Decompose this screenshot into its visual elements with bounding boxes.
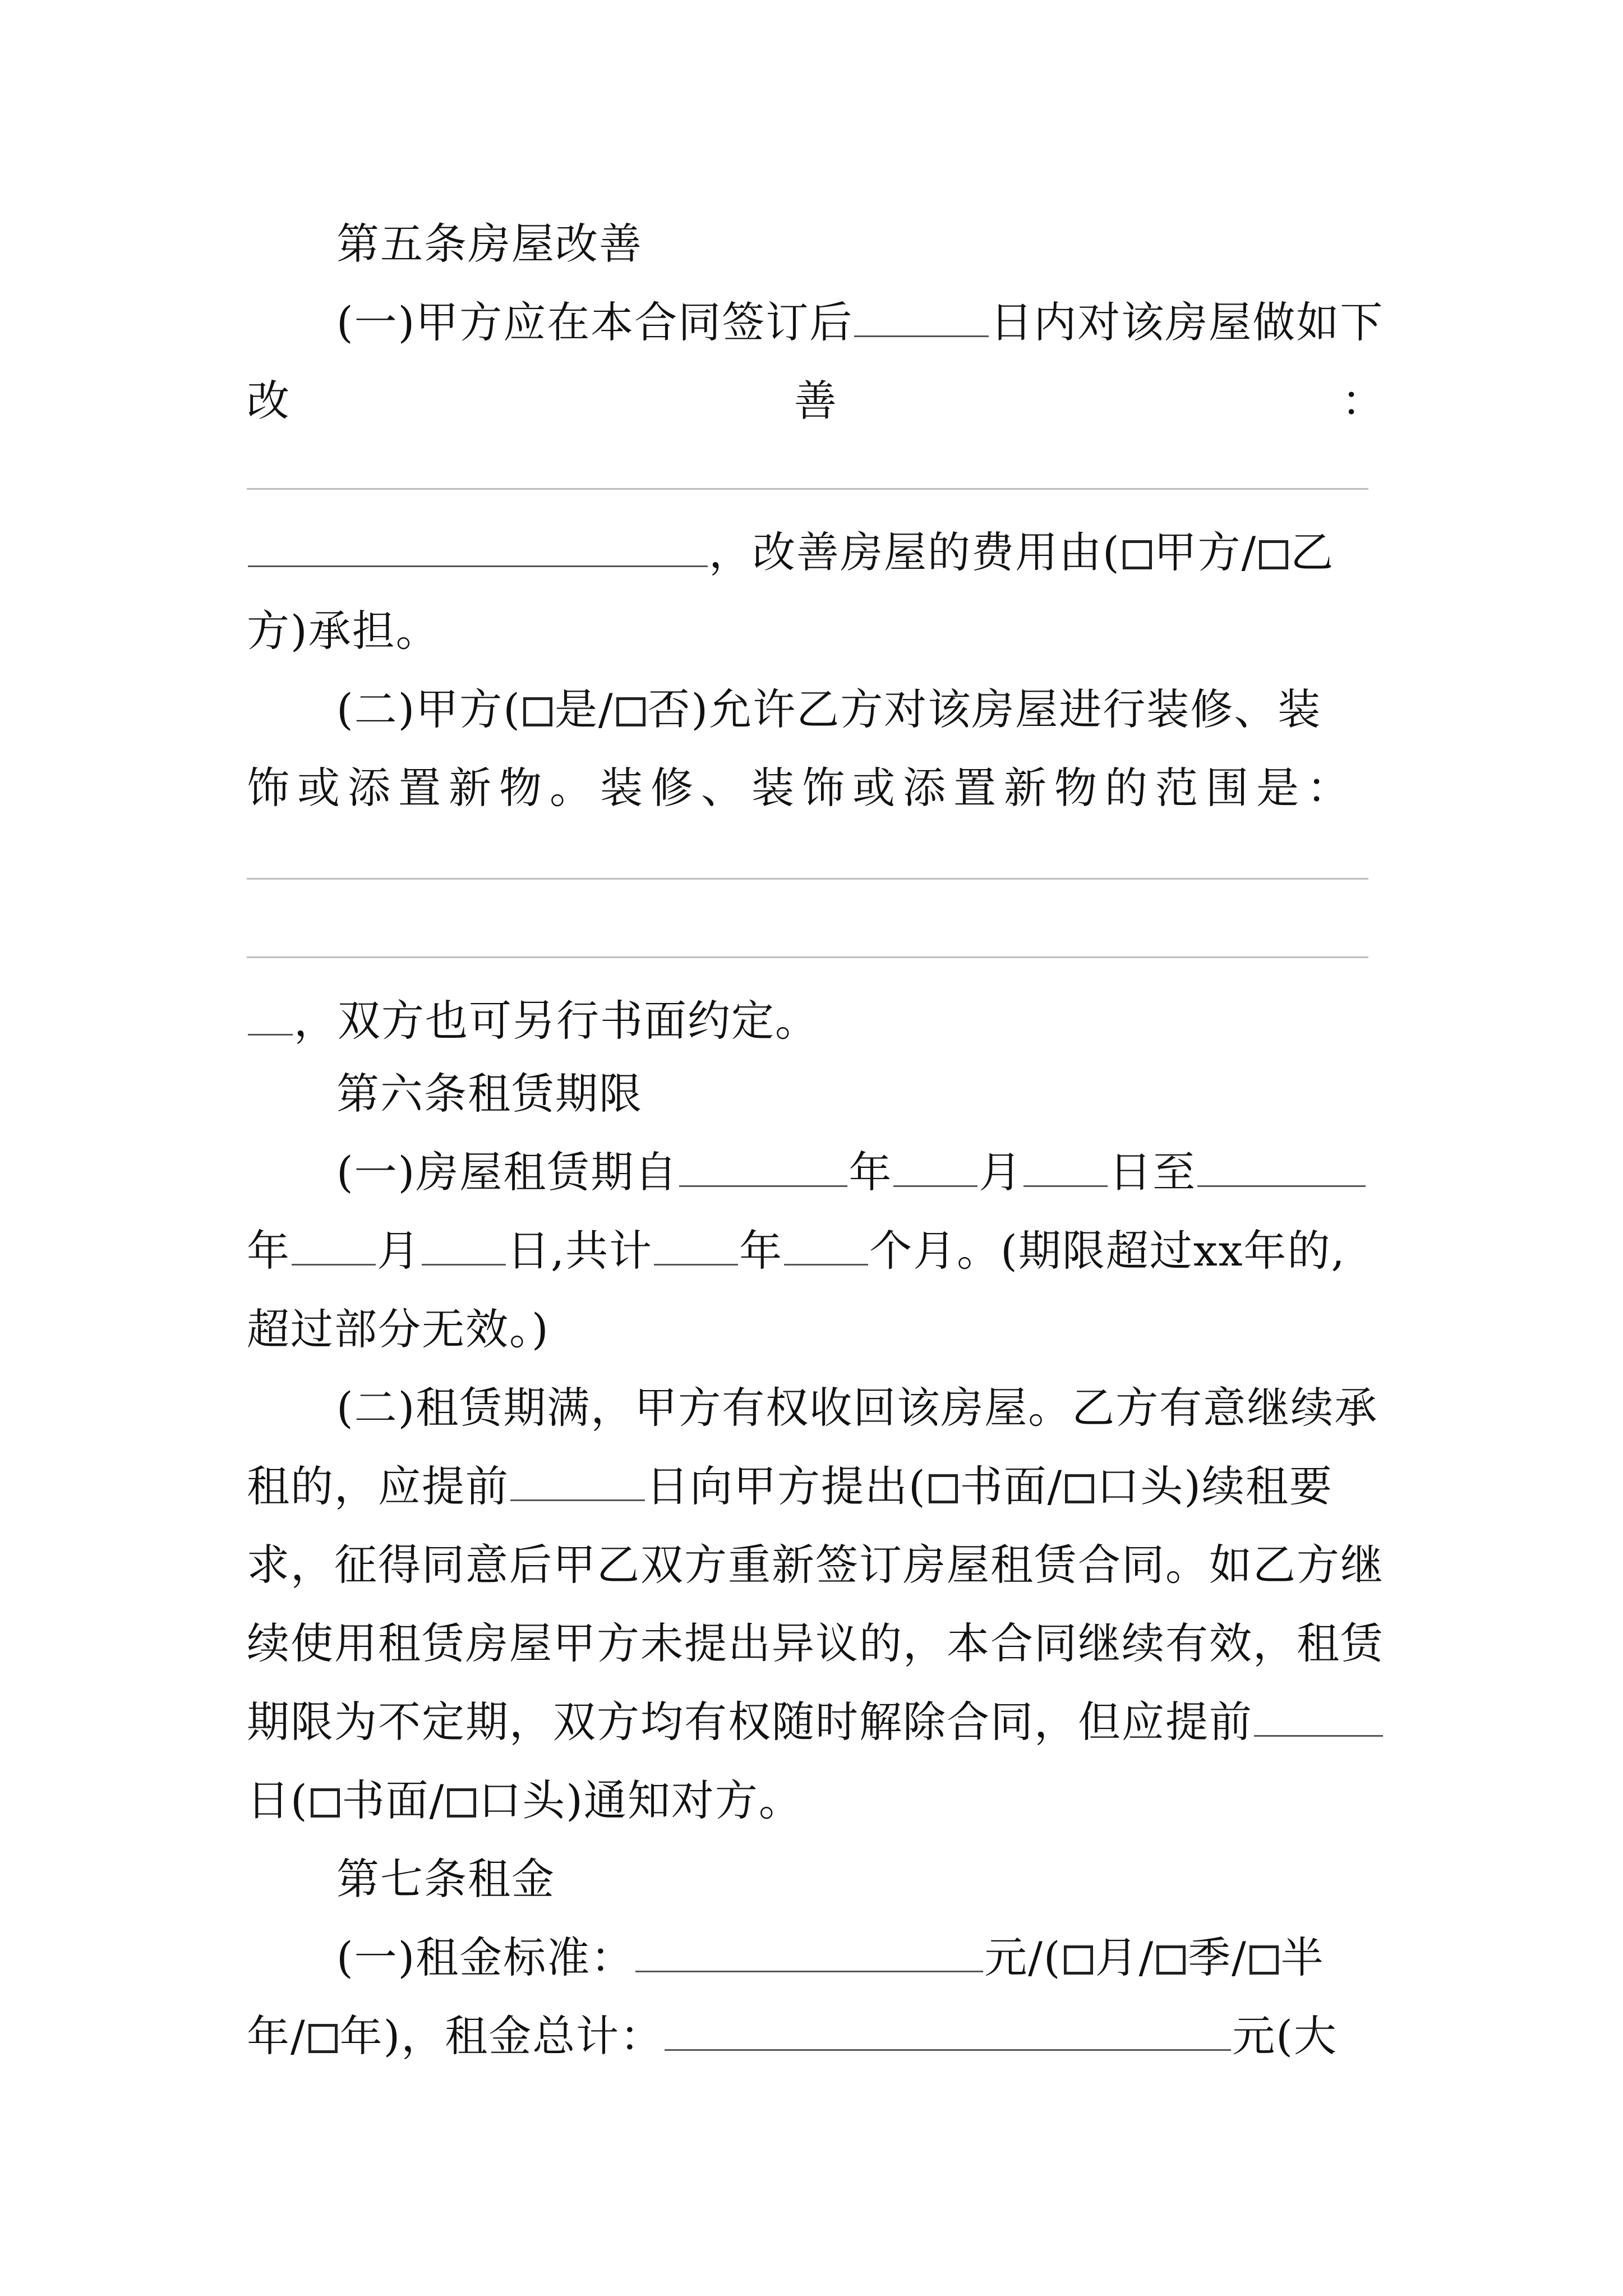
article-5-para-1-line-4: 方)承担。	[247, 606, 440, 656]
checkbox-notice-written[interactable]	[311, 1788, 340, 1818]
checkbox-tenant[interactable]	[1259, 540, 1288, 569]
termination-notice-days-blank[interactable]	[1254, 1701, 1383, 1737]
article-6-para-2-line-1: (二)租赁期满，甲方有权收回该房屋。乙方有意继续承	[336, 1383, 1378, 1433]
renovation-scope-blank-tail[interactable]	[248, 1000, 293, 1036]
checkbox-no[interactable]	[616, 697, 645, 726]
start-month-blank[interactable]	[893, 1152, 978, 1187]
article-6-para-1-line-3: 超过部分无效。)	[247, 1304, 550, 1354]
checkbox-oral[interactable]	[1065, 1474, 1094, 1503]
days-blank[interactable]	[854, 302, 989, 337]
checkbox-landlord[interactable]	[1123, 540, 1152, 569]
article-7-para-1-line-1: (一)租金标准： 元/( 月/ 季/ 半	[336, 1932, 1325, 1982]
improvement-blank-tail[interactable]	[248, 532, 708, 567]
article-7-para-1-line-2: 年/ 年)，租金总计： 元(大	[247, 2011, 1338, 2061]
article-6-para-2-line-2: 租的，应提前 日向甲方提出( 书面/ 口头)续租要	[247, 1461, 1333, 1511]
rent-amount-blank[interactable]	[635, 1937, 983, 1972]
rent-total-blank[interactable]	[665, 2016, 1231, 2051]
article-5-title: 第五条房屋改善	[336, 219, 643, 269]
renovation-scope-blank-line-1[interactable]	[247, 878, 1368, 880]
total-years-blank[interactable]	[654, 1230, 738, 1266]
renovation-scope-blank-line-2[interactable]	[247, 956, 1368, 958]
article-5-para-2-line-3: ，双方也可另行书面约定。	[247, 982, 1385, 1060]
article-6-para-2-line-6: 日( 书面/ 口头)通知对方。	[247, 1775, 803, 1825]
checkbox-quarter[interactable]	[1156, 1945, 1186, 1975]
article-5-para-2-line-1: (二)甲方( 是/ 否)允许乙方对该房屋进行装修、装	[336, 684, 1322, 734]
improvement-blank-line-1[interactable]	[247, 488, 1368, 490]
article-6-para-2-line-5: 期限为不定期，双方均有权随时解除合同，但应提前	[247, 1683, 1385, 1761]
end-day-blank[interactable]	[422, 1230, 506, 1266]
start-day-blank[interactable]	[1023, 1152, 1108, 1187]
renewal-notice-days-blank[interactable]	[510, 1466, 645, 1501]
article-5-para-2-line-2: 饰或添置新物。装修、装饰或添置新物的范围是：	[247, 763, 1357, 813]
checkbox-yes[interactable]	[523, 697, 552, 726]
article-6-title: 第六条租赁期限	[336, 1069, 643, 1119]
article-6-para-1-line-1: (一)房屋租赁期自 年 月 日至	[336, 1133, 1385, 1212]
end-year-blank[interactable]	[1197, 1152, 1366, 1187]
article-5-para-1-line-3: ，改善房屋的费用由( 甲方/ 乙	[247, 513, 1385, 592]
end-month-blank[interactable]	[292, 1230, 376, 1266]
article-7-title: 第七条租金	[336, 1854, 555, 1904]
total-months-blank[interactable]	[784, 1230, 868, 1266]
article-6-para-2-line-4: 续使用租赁房屋甲方未提出异议的，本合同继续有效，租赁	[247, 1618, 1384, 1668]
start-year-blank[interactable]	[679, 1152, 847, 1187]
checkbox-half-year[interactable]	[1249, 1945, 1279, 1975]
article-5-para-1-line-1: (一)甲方应在本合同签订后 日内对该房屋做如下	[336, 297, 1384, 347]
article-5-para-1-line-2: 改 善 ：	[247, 376, 1385, 426]
checkbox-month[interactable]	[1064, 1945, 1093, 1975]
checkbox-year[interactable]	[308, 2024, 338, 2053]
checkbox-notice-oral[interactable]	[447, 1788, 476, 1818]
article-6-para-1-line-2: 年 月 日,共计 年 个月。(期限超过xx年的,	[247, 1226, 1346, 1276]
article-6-para-2-line-3: 求，征得同意后甲乙双方重新签订房屋租赁合同。如乙方继	[247, 1540, 1384, 1590]
checkbox-written[interactable]	[929, 1474, 958, 1503]
